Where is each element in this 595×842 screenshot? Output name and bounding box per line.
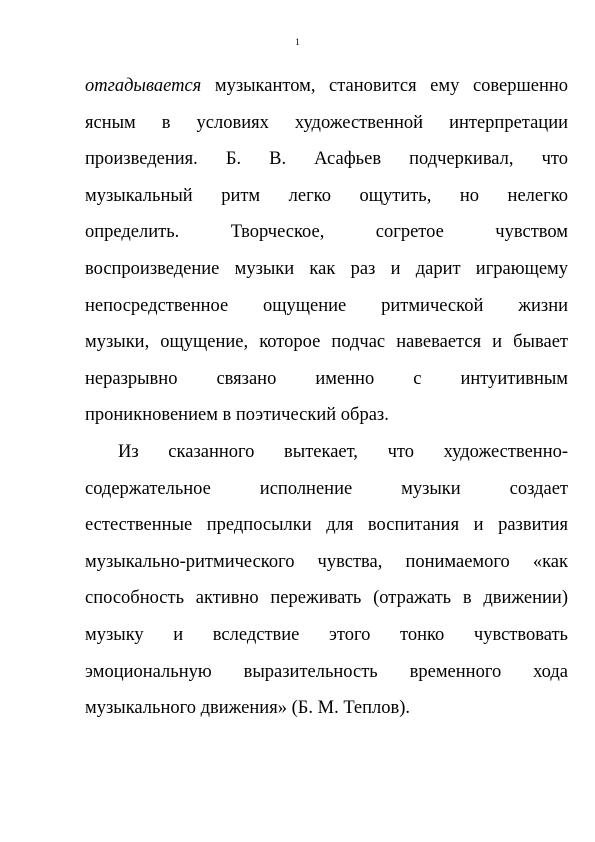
text-line: Из сказанного вытекает, что художественно- [118, 441, 568, 462]
text-line: воспроизведение музыки как раз и дарит играющему [85, 258, 568, 279]
text-line: проникновением в поэтический образ. [85, 405, 389, 426]
text-line: произведения. Б. В. Асафьев подчеркивал, что [85, 149, 568, 170]
text-line: содержательное исполнение музыки создает [85, 478, 568, 499]
paragraph-conclusion [85, 434, 568, 727]
text-line: музыку и вследствие этого тонко чувствовать [85, 624, 568, 645]
text-line: музыкального движения» (Б. М. Теплов). [85, 698, 411, 719]
text-line: музыки, ощущение, которое подчас навевается и бывает [85, 332, 568, 353]
paragraph-continuation [85, 68, 568, 434]
text-line: естественные предпосылки для воспитания и развития [85, 515, 568, 536]
text-line [85, 68, 568, 105]
italic-word: отгадывается [85, 76, 202, 96]
text-line: определить. Творческое, согретое чувством [85, 222, 568, 243]
page-number: 1 [295, 37, 300, 47]
text-line: музыкально-ритмического чувства, понимаемого «как [85, 551, 568, 572]
body-text [85, 68, 568, 727]
text-line: эмоциональную выразительность временного хода [85, 661, 568, 682]
text-line: музыкальный ритм легко ощутить, но нелегко [85, 185, 568, 206]
text-line-rest: музыкантом, становится ему совершенно [201, 76, 568, 96]
text-line: способность активно переживать (отражать в движении) [85, 588, 568, 609]
text-line: непосредственное ощущение ритмической жизни [85, 295, 568, 316]
text-line: неразрывно связано именно с интуитивным [85, 368, 568, 389]
text-line: ясным в условиях художественной интерпретации [85, 112, 568, 133]
